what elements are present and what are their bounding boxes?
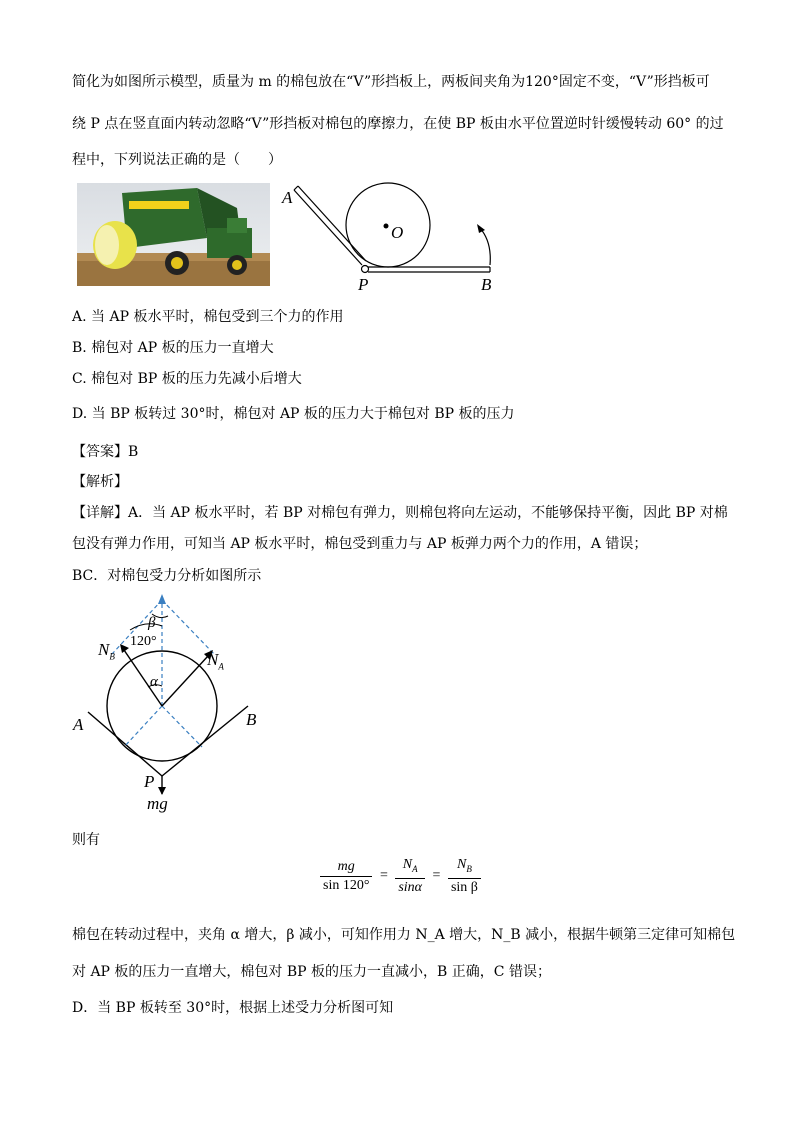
fig2-label-beta: β	[148, 615, 156, 631]
nb-main: N	[98, 640, 110, 659]
fraction-2-den: sinα	[398, 879, 423, 895]
fraction-2	[395, 856, 425, 897]
detail-line-2: 包没有弹力作用，可知当 AP 板水平时，棉包受到重力与 AP 板弹力两个力的作用，A 错误；	[72, 536, 648, 552]
fraction-3-den: sin β	[450, 879, 478, 895]
fig2-label-p: P	[144, 772, 155, 791]
fraction-2-num-sub: A	[412, 863, 418, 874]
then-text: 则有	[72, 832, 100, 848]
fig1-label-o: O	[391, 223, 404, 242]
question-line-3: 程中，下列说法正确的是（ ）	[72, 152, 282, 168]
force-analysis-diagram	[80, 590, 270, 795]
sine-law-formula	[318, 856, 483, 897]
fig2-label-b: B	[246, 710, 257, 729]
question-line-1: 简化为如图所示模型，质量为 m 的棉包放在“V”形挡板上，两板间夹角为120°固定不变，“V”形挡板可	[72, 74, 710, 90]
answer-line	[72, 442, 138, 462]
fig2-label-a: A	[73, 715, 84, 734]
fig2-label-120: 120°	[130, 634, 157, 649]
nb-sub: B	[109, 651, 115, 662]
detail-tag: 【详解】	[72, 505, 128, 521]
detail-line-1	[72, 503, 728, 523]
fraction-2-num-main: N	[402, 857, 413, 872]
fraction-2-num	[395, 856, 425, 879]
option-a: A. 当 AP 板水平时，棉包受到三个力的作用	[72, 309, 344, 325]
fig2-label-na	[207, 650, 224, 671]
v-board-diagram	[280, 180, 500, 295]
fraction-3-num-sub: B	[466, 863, 472, 874]
na-main: N	[207, 650, 219, 669]
bc-line: BC．对棉包受力分析如图所示	[72, 568, 262, 584]
fig2-label-nb	[98, 640, 115, 661]
option-d: D. 当 BP 板转过 30°时，棉包对 AP 板的压力大于棉包对 BP 板的压力	[72, 406, 515, 422]
analysis-tag: 【解析】	[72, 474, 128, 490]
conclusion-line-1: 棉包在转动过程中，夹角 α 增大，β 减小，可知作用力 N_A 增大，N_B 减小，根据牛顿第三定律可知棉包	[72, 927, 736, 943]
answer-tag: 【答案】	[72, 444, 128, 460]
na-sub: A	[218, 661, 224, 672]
answer-value: B	[128, 444, 139, 460]
fraction-3	[448, 856, 481, 897]
fraction-1	[320, 858, 372, 895]
conclusion-line-2: 对 AP 板的压力一直增大，棉包对 BP 板的压力一直减小，B 正确，C 错误；	[72, 964, 551, 980]
d-line: D．当 BP 板转至 30°时，根据上述受力分析图可知	[72, 1000, 394, 1016]
detail-text-1: A．当 AP 板水平时，若 BP 对棉包有弹力，则棉包将向左运动，不能够保持平衡，因此 BP 对棉	[128, 505, 728, 521]
fraction-1-num: mg	[320, 858, 372, 877]
fraction-1-den: sin 120°	[323, 877, 370, 893]
fig1-label-b: B	[481, 275, 492, 294]
fig2-label-alpha: α	[150, 674, 158, 690]
equals-2: =	[432, 868, 441, 884]
option-c: C. 棉包对 BP 板的压力先减小后增大	[72, 371, 302, 387]
option-b: B. 棉包对 AP 板的压力一直增大	[72, 340, 274, 356]
fig1-label-a: A	[282, 188, 293, 207]
cotton-harvester-photo	[77, 183, 270, 286]
fig2-label-mg: mg	[147, 794, 168, 813]
fraction-3-num	[448, 856, 481, 879]
fig1-label-p: P	[358, 275, 369, 294]
fraction-3-num-main: N	[457, 857, 467, 872]
question-line-2: 绕 P 点在竖直面内转动忽略“V”形挡板对棉包的摩擦力，在使 BP 板由水平位置逆时针缓慢转动 60° 的过	[72, 116, 724, 132]
equals-1: =	[379, 868, 388, 884]
